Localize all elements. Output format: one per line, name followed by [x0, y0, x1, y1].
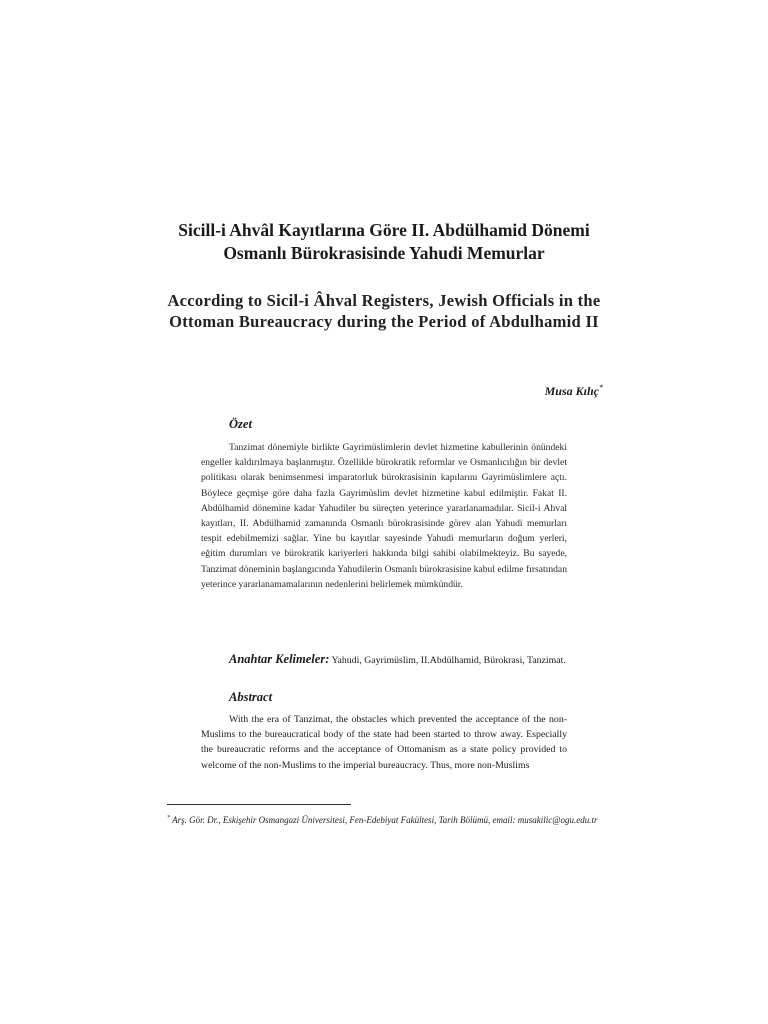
footnote	[167, 812, 607, 827]
footnote-mark: *	[167, 815, 170, 821]
abstract-paragraph: With the era of Tanzimat, the obstacles which prevented the acceptance of the non-Muslims to the bureaucratical body of the state had been started to throw away. Especially the bureaucratic reforms and the acceptance of Ottomanism as a state policy provided to welcome of the non-Muslims to the imperial bureaucracy. Thus, more non-Muslims	[201, 714, 567, 771]
keywords-label: Anahtar Kelimeler:	[229, 652, 330, 666]
author-name: Musa Kılıç	[544, 384, 599, 398]
keywords-text: Yahudi, Gayrimüslim, II.Abdülhamid, Bürokrasi, Tanzimat.	[331, 655, 566, 666]
footnote-text: Arş. Gör. Dr., Eskişehir Osmangazi Üniversitesi, Fen-Edebiyat Fakültesi, Tarih Bölümü, email: musakilic@ogu.edu.tr	[172, 815, 598, 825]
ozet-paragraph: Tanzimat dönemiyle birlikte Gayrimüslimlerin devlet hizmetine kabullerinin önündeki engeller kaldırılmaya başlanmıştır. Özellikle bürokratik reformlar ve Osmanlıcılığın bir devlet politikası olarak benimsenmesi imparatorluk bürokrasisinin kapılarını Gayrimüslimlere açtı. Böylece geçmişe göre daha fazla Gayrimüslim devlet hizmetine kabul edilmiştir. Fakat II. Abdülhamid dönemine kadar Yahudiler bu süreçten yeterince yararlanamadılar. Sicil-i Ahval kayıtları, II. Abdülhamid zamanında Osmanlı bürokrasisinde görev alan Yahudi memurları tespit edebilmemizi sağlar. Yine bu kayıtlar sayesinde Yahudi memurların doğum yerleri, eğitim durumları ve bürokratik kariyerleri hakkında bilgi sahibi olabilmekteyiz. Bu sayede, Tanzimat döneminin başlangıcında Yahudilerin Osmanlı bürokrasisine kabul edilme fırsatından yeterince yararlanamamalarının nedenlerini belirlemek mümkündür.	[201, 442, 567, 590]
keywords-line	[201, 652, 567, 669]
abstract-heading: Abstract	[229, 690, 273, 704]
footnote-rule	[167, 804, 351, 805]
title-english: According to Sicil-i Âhval Registers, Jewish Officials in the Ottoman Bureaucracy during the Period of Abdulhamid II	[167, 291, 601, 331]
title-turkish: Sicill-i Ahvâl Kayıtlarına Göre II. Abdülhamid Dönemi Osmanlı Bürokrasisinde Yahudi Memurlar	[178, 220, 590, 263]
author-footnote-mark: *	[599, 383, 603, 392]
author-line	[545, 383, 603, 399]
ozet-heading: Özet	[229, 417, 252, 431]
